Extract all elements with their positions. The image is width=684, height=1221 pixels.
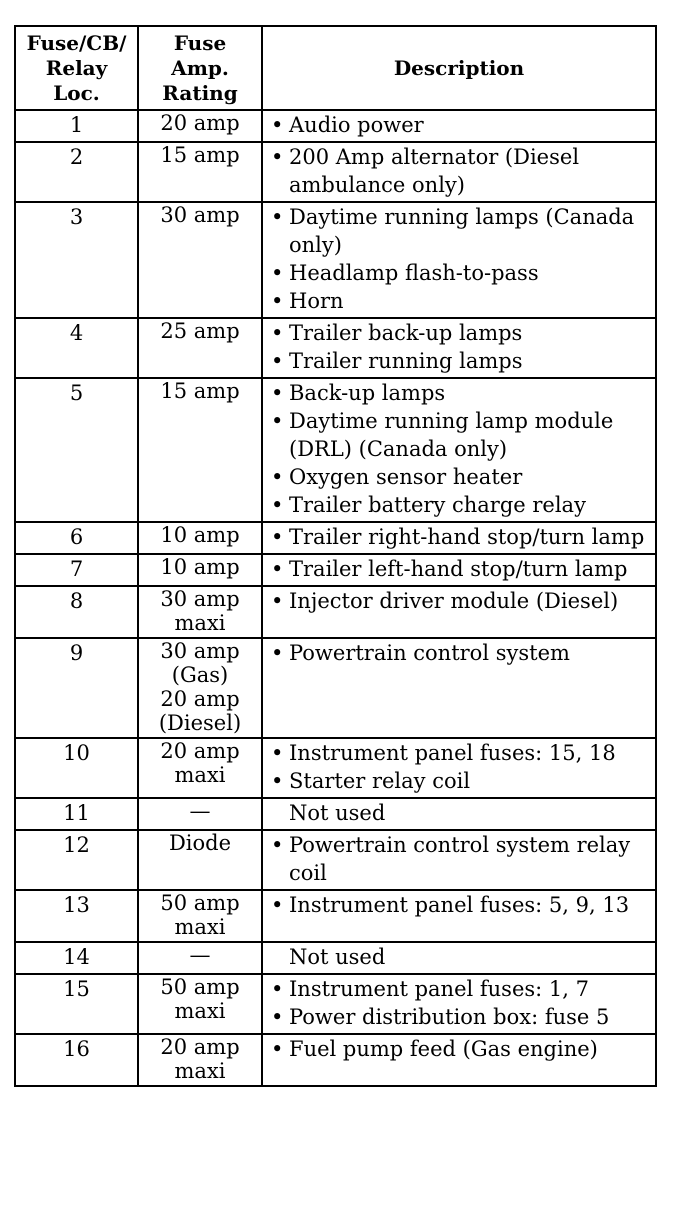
header-location-line: Loc. <box>53 80 100 105</box>
table-row <box>15 554 656 586</box>
table-row <box>15 738 656 798</box>
description-cell <box>262 638 656 738</box>
location-cell: 14 <box>15 942 138 974</box>
table-row <box>15 974 656 1034</box>
amp-rating-line: 30 amp <box>160 587 240 611</box>
description-item: • Injector driver module (Diesel) <box>267 587 651 615</box>
location-cell: 3 <box>15 202 138 318</box>
description-list <box>267 1035 651 1063</box>
description-cell <box>262 738 656 798</box>
amp-rating-line: — <box>189 943 211 967</box>
description-list <box>267 555 651 583</box>
description-list <box>267 891 651 919</box>
table-row <box>15 202 656 318</box>
location-cell: 6 <box>15 522 138 554</box>
location-cell: 12 <box>15 830 138 890</box>
description-list <box>267 831 651 887</box>
location-cell: 1 <box>15 110 138 142</box>
amp-rating-line: 10 amp <box>160 523 240 547</box>
description-item: • Instrument panel fuses: 15, 18 <box>267 739 651 767</box>
description-item: • Trailer running lamps <box>267 347 651 375</box>
description-cell <box>262 586 656 638</box>
amp-rating-line: maxi <box>174 999 226 1023</box>
description-list <box>267 587 651 615</box>
header-location <box>15 26 138 110</box>
table-row <box>15 142 656 202</box>
description-item: • Horn <box>267 287 651 315</box>
table-row <box>15 638 656 738</box>
description-list <box>267 379 651 519</box>
header-location-line: Fuse/CB/ <box>26 30 127 55</box>
description-cell <box>262 798 656 830</box>
table-row <box>15 942 656 974</box>
table-row <box>15 890 656 942</box>
table-row <box>15 798 656 830</box>
description-item: • Instrument panel fuses: 1, 7 <box>267 975 651 1003</box>
description-cell <box>262 974 656 1034</box>
description-list <box>267 975 651 1031</box>
amp-rating-line: 20 amp <box>160 111 240 135</box>
amp-rating-line: 30 amp <box>160 639 240 663</box>
location-cell: 8 <box>15 586 138 638</box>
description-list <box>267 203 651 315</box>
amp-rating-line: (Gas) <box>171 663 229 687</box>
description-item: • Audio power <box>267 111 651 139</box>
amp-rating-cell <box>138 974 262 1034</box>
description-item: • Power distribution box: fuse 5 <box>267 1003 651 1031</box>
amp-rating-line: maxi <box>174 763 226 787</box>
amp-rating-cell <box>138 202 262 318</box>
description-list <box>267 319 651 375</box>
amp-rating-line: 20 amp <box>160 687 240 711</box>
description-item: • Trailer battery charge relay <box>267 491 651 519</box>
description-list <box>267 739 651 795</box>
description-list <box>267 111 651 139</box>
description-cell <box>262 1034 656 1086</box>
amp-rating-cell <box>138 1034 262 1086</box>
description-note: Not used <box>289 945 386 969</box>
description-cell <box>262 522 656 554</box>
amp-rating-line: maxi <box>174 915 226 939</box>
description-item: • Headlamp flash-to-pass <box>267 259 651 287</box>
description-cell <box>262 378 656 522</box>
description-cell <box>262 942 656 974</box>
description-list <box>267 799 651 827</box>
table-row <box>15 522 656 554</box>
description-list <box>267 523 651 551</box>
amp-rating-cell <box>138 798 262 830</box>
header-amp-line: Fuse <box>173 30 227 55</box>
description-item: • Powertrain control system relay coil <box>267 831 651 887</box>
description-list <box>267 943 651 971</box>
amp-rating-line: Diode <box>168 831 232 855</box>
amp-rating-line: 50 amp <box>160 975 240 999</box>
amp-rating-cell <box>138 738 262 798</box>
description-cell <box>262 830 656 890</box>
description-item: • Fuel pump feed (Gas engine) <box>267 1035 651 1063</box>
description-item: • Daytime running lamps (Canada only) <box>267 203 651 259</box>
description-item: • Instrument panel fuses: 5, 9, 13 <box>267 891 651 919</box>
location-cell: 15 <box>15 974 138 1034</box>
header-description: Description <box>262 26 656 110</box>
location-cell: 4 <box>15 318 138 378</box>
amp-rating-line: 30 amp <box>160 203 240 227</box>
table-row <box>15 830 656 890</box>
amp-rating-line: (Diesel) <box>158 711 242 735</box>
amp-rating-cell <box>138 554 262 586</box>
description-cell <box>262 110 656 142</box>
description-item: • Back-up lamps <box>267 379 651 407</box>
amp-rating-line: maxi <box>174 1059 226 1083</box>
amp-rating-line: 10 amp <box>160 555 240 579</box>
description-cell <box>262 554 656 586</box>
amp-rating-line: 15 amp <box>160 143 240 167</box>
table-row <box>15 1034 656 1086</box>
description-item: • Trailer right-hand stop/turn lamp <box>267 523 651 551</box>
header-row <box>15 26 656 110</box>
table-row <box>15 378 656 522</box>
description-item: • Trailer left-hand stop/turn lamp <box>267 555 651 583</box>
table-row <box>15 318 656 378</box>
header-location-line: Relay <box>45 55 108 80</box>
amp-rating-line: 15 amp <box>160 379 240 403</box>
amp-rating-cell <box>138 942 262 974</box>
description-item: • 200 Amp alternator (Diesel ambulance only) <box>267 143 651 199</box>
amp-rating-cell <box>138 586 262 638</box>
header-amp-rating <box>138 26 262 110</box>
amp-rating-line: 20 amp <box>160 739 240 763</box>
location-cell: 7 <box>15 554 138 586</box>
amp-rating-cell <box>138 142 262 202</box>
description-list <box>267 143 651 199</box>
amp-rating-line: 50 amp <box>160 891 240 915</box>
location-cell: 10 <box>15 738 138 798</box>
header-amp-line: Amp. <box>171 55 229 80</box>
location-cell: 5 <box>15 378 138 522</box>
description-cell <box>262 890 656 942</box>
description-item: • Oxygen sensor heater <box>267 463 651 491</box>
location-cell: 11 <box>15 798 138 830</box>
amp-rating-cell <box>138 830 262 890</box>
description-cell <box>262 142 656 202</box>
amp-rating-cell <box>138 890 262 942</box>
table-row <box>15 586 656 638</box>
header-amp-line: Rating <box>162 80 238 105</box>
description-item: • Starter relay coil <box>267 767 651 795</box>
location-cell: 2 <box>15 142 138 202</box>
location-cell: 13 <box>15 890 138 942</box>
description-item: • Daytime running lamp module (DRL) (Canada only) <box>267 407 651 463</box>
description-note: Not used <box>289 801 386 825</box>
amp-rating-cell <box>138 522 262 554</box>
amp-rating-line: maxi <box>174 611 226 635</box>
amp-rating-line: 20 amp <box>160 1035 240 1059</box>
amp-rating-cell <box>138 378 262 522</box>
amp-rating-cell <box>138 110 262 142</box>
description-cell <box>262 318 656 378</box>
amp-rating-line: 25 amp <box>160 319 240 343</box>
description-item: • Trailer back-up lamps <box>267 319 651 347</box>
description-cell <box>262 202 656 318</box>
amp-rating-cell <box>138 638 262 738</box>
fuse-table <box>14 25 657 1087</box>
table-row <box>15 110 656 142</box>
amp-rating-cell <box>138 318 262 378</box>
description-list <box>267 639 651 667</box>
amp-rating-line: — <box>189 799 211 823</box>
description-item: • Powertrain control system <box>267 639 651 667</box>
location-cell: 9 <box>15 638 138 738</box>
location-cell: 16 <box>15 1034 138 1086</box>
